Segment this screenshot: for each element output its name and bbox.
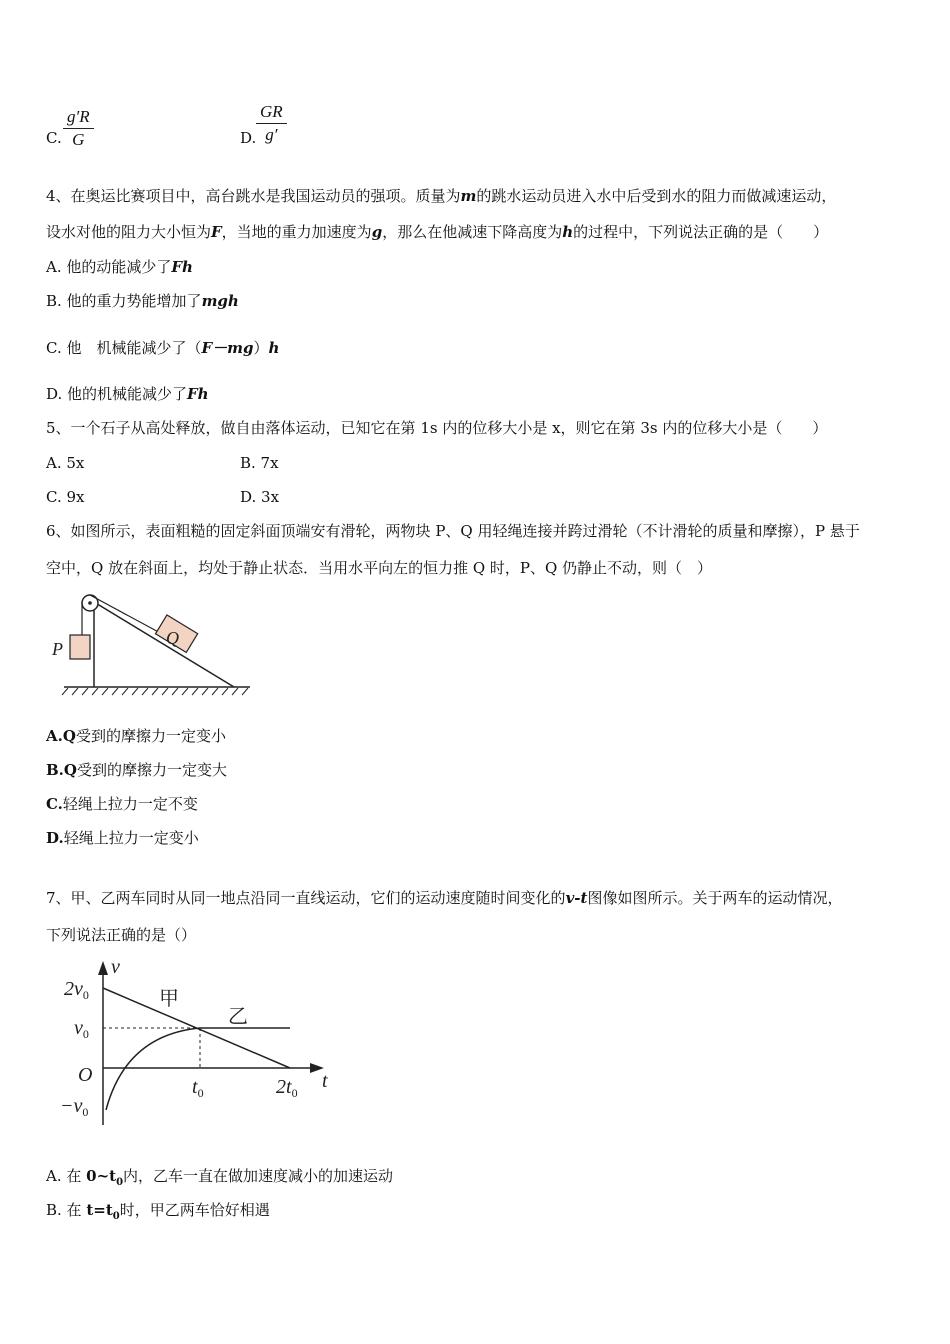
q3-option-c-label: C. [46, 129, 62, 147]
q4-option-c: C. 他 机械能减少了（F－mg）h [46, 339, 280, 357]
q3-c-numerator: g′R [63, 106, 94, 129]
incline-pulley-figure [46, 588, 256, 698]
q6-stem-line2: 空中，Q 放在斜面上，均处于静止状态．当用水平向左的恒力推 Q 时，P、Q 仍静止不动，则（ ） [46, 559, 713, 577]
tick-v0-label: $v_0$ [74, 1017, 89, 1041]
tick-t0-label: $t_0$ [192, 1076, 204, 1100]
q5-option-b: B. 7x [240, 454, 279, 472]
origin-label: O [78, 1064, 93, 1086]
incline-slope [94, 602, 234, 687]
q3-c-denominator: G [72, 130, 85, 149]
block-p [70, 635, 90, 659]
v-axis-arrow [98, 961, 108, 975]
q4-stem-line2: 设水对他的阻力大小恒为F，当地的重力加速度为g，那么在他减速下降高度为h的过程中，下列说法正确的是（ ） [46, 223, 829, 241]
q5-option-a: A. 5x [46, 454, 85, 472]
q3-option-d-fraction [256, 101, 287, 146]
v-axis-label: v [111, 956, 120, 978]
vt-graph [56, 955, 346, 1130]
series-yi-label: 乙 [228, 1006, 248, 1028]
q5-option-d: D. 3x [240, 488, 280, 506]
t-axis-label: t [322, 1070, 328, 1092]
tick-2t0-label: $2t_0$ [276, 1076, 298, 1100]
q4-option-d: D. 他的机械能减少了Fh [46, 385, 209, 403]
tick-2v0-label: $2v_0$ [64, 978, 89, 1002]
q7-stem-line2: 下列说法正确的是（） [46, 926, 197, 944]
q3-option-c-fraction [63, 106, 94, 151]
label-q: Q [166, 628, 179, 648]
q7-option-a: A. 在 $0\sim t_0$内，乙车一直在做加速度减小的加速运动 [46, 1167, 394, 1188]
q7-stem-line1: 7、甲、乙两车同时从同一地点沿同一直线运动，它们的运动速度随时间变化的v-t图像如图所示。关于两车的运动情况， [46, 889, 843, 907]
q6-option-b: B.Q受到的摩擦力一定变大 [46, 761, 227, 779]
label-p: P [52, 639, 63, 659]
q4-option-a: A. 他的动能减少了Fh [46, 258, 193, 276]
q6-stem-line1: 6、如图所示，表面粗糙的固定斜面顶端安有滑轮，两物块 P、Q 用轻绳连接并跨过滑轮（不计滑轮的质量和摩擦），P 悬于 [46, 522, 860, 540]
q4-option-b: B. 他的重力势能增加了mgh [46, 292, 239, 310]
q3-d-denominator: g′ [265, 125, 278, 144]
ground-hatching [62, 688, 248, 695]
q7-option-b: B. 在 $t=t_0$时，甲乙两车恰好相遇 [46, 1201, 270, 1222]
q6-option-c: C.轻绳上拉力一定不变 [46, 795, 198, 813]
q5-option-c: C. 9x [46, 488, 85, 506]
q5-stem: 5、一个石子从高处释放，做自由落体运动，已知它在第 1s 内的位移大小是 x，则它在第 3s 内的位移大小是（ ） [46, 419, 828, 437]
q3-d-numerator: GR [256, 101, 287, 124]
q6-option-d: D.轻绳上拉力一定变小 [46, 829, 199, 847]
rope-to-q [90, 595, 164, 635]
q3-option-d-label: D. [240, 129, 257, 147]
q4-stem-line1: 4、在奥运比赛项目中，高台跳水是我国运动员的强项。质量为m的跳水运动员进入水中后受到水的阻力而做减速运动， [46, 187, 837, 205]
series-jia-label: 甲 [159, 988, 179, 1010]
tick-neg-v0-label: $-v_0$ [60, 1095, 89, 1119]
q6-option-a: A.Q受到的摩擦力一定变小 [46, 727, 226, 745]
